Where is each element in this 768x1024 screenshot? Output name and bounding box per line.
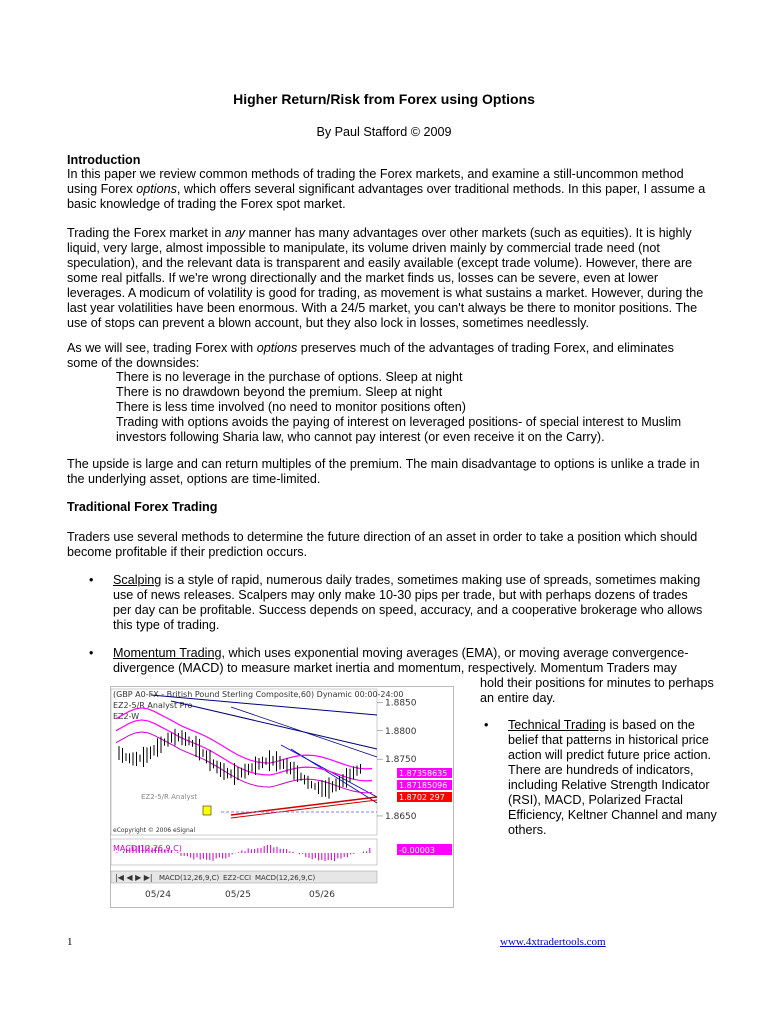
byline: By Paul Stafford © 2009 [316, 125, 452, 139]
intro-paragraph-4: The upside is large and can return multiples of the premium. The main disadvantage to options is unlike a trade in the underlying asset, options are time-limited. [67, 457, 700, 486]
traditional-heading: Traditional Forex Trading [67, 500, 218, 514]
page-number: 1 [67, 936, 73, 948]
chart-tab[interactable]: EZ2-CCI [223, 874, 252, 882]
forex-chart-svg [111, 687, 453, 907]
chart-tab[interactable]: MACD(12,26,9,C) [255, 874, 316, 882]
y-tick-label: 1.8800 [385, 726, 417, 737]
macd-value: -0.00003 [399, 846, 435, 855]
series-label: EZ2-5/R Analyst Pro [113, 701, 193, 710]
y-tick-label: 1.8850 [385, 698, 417, 709]
bullet-icon: • [484, 718, 489, 732]
list-item: There is less time involved (no need to monitor positions often) [116, 400, 466, 414]
intro-paragraph-1: In this paper we review common methods of trading the Forex markets, and examine a still-uncommon method using Forex options, which offers several significant advantages over traditional methods. In this paper, I assume a basic knowledge of trading the Forex spot market. [67, 167, 706, 211]
footer-link[interactable]: www.4xtradertools.com [500, 936, 606, 948]
chart-tab[interactable]: MACD(12,26,9,C) [159, 874, 220, 882]
intro-heading: Introduction [67, 153, 141, 167]
bullet-icon: • [89, 573, 94, 587]
forex-chart [110, 686, 454, 908]
x-axis-label: 05/26 [309, 890, 335, 900]
momentum-continued: hold their positions for minutes to perhaps an entire day. [480, 676, 714, 705]
price-label: 1.8702 297 [399, 793, 445, 802]
x-axis-label: 05/25 [225, 890, 251, 900]
intro-paragraph-3: As we will see, trading Forex with options preserves much of the advantages of trading Forex, and eliminates some of the downsides: [67, 341, 674, 370]
scalping-item: Scalping is a style of rapid, numerous daily trades, sometimes making use of spreads, sometimes making use of news releases. Scalpers may only make 10-30 pips per trade, but with perhaps dozens of trades per day can be profitable. Success depends on speed, accuracy, and a cooperative brokerage who allows this type of trading. [113, 573, 703, 632]
x-axis-label: 05/24 [145, 890, 171, 900]
chart-title: (GBP A0-FX - British Pound Sterling Composite,60) Dynamic 00:00-24:00 [113, 690, 404, 699]
list-item: There is no leverage in the purchase of options. Sleep at night [116, 370, 463, 384]
document-title: Higher Return/Risk from Forex using Options [233, 91, 535, 107]
tab-nav-arrows: |◀ ◀ ▶ ▶| [115, 873, 153, 882]
advantages-list [67, 370, 707, 445]
technical-item: Technical Trading is based on the belief that patterns in historical price action will predict future price action. There are hundreds of indicators, including Relative Strength Indicator (RSI), MACD, Polarized Fractal Efficiency, Keltner Channel and many others. [508, 718, 717, 837]
traditional-paragraph: Traders use several methods to determine the future direction of an asset in order to take a position which should become profitable if their prediction occurs. [67, 530, 698, 559]
marker-icon [203, 806, 211, 815]
list-item: Trading with options avoids the paying of interest on leveraged positions- of special interest to Muslim investors following Sharia law, who cannot pay interest (or even receive it on the Carry). [116, 415, 682, 444]
bullet-icon: • [89, 646, 94, 660]
y-tick-label: 1.8750 [385, 755, 417, 766]
chart-annotation: EZ2-5/R Analyst [141, 793, 198, 801]
chart-copyright: eCopyright © 2006 eSignal [113, 827, 196, 834]
list-item: There is no drawdown beyond the premium. Sleep at night [116, 385, 443, 399]
momentum-item: Momentum Trading, which uses exponential moving averages (EMA), or moving average convergence-divergence (MACD) to measure market inertia and momentum, respectively. Momentum Traders may [113, 646, 689, 675]
series-label: EZ2-W [113, 712, 140, 721]
macd-label: MACD(12,26,9,C) [113, 844, 182, 853]
intro-paragraph-2: Trading the Forex market in any manner has many advantages over other markets (such as equities). It is highly liquid, very large, almost impossible to manipulate, its volume driven mainly by commercial trade need (not speculation), and the relevant data is transparent and easily available (except trade volume). However, there are some real pitfalls. If we're wrong directionally and the market finds us, losses can be severe, even at lower leverages. A modicum of volatility is good for trading, as movement is what sustains a market. However, during the last year volatilities have been enormous. With a 24/5 market, you can't always be there to monitor positions. The use of stops can prevent a blown account, but they also lock in losses, sometimes needlessly. [67, 226, 704, 330]
price-label: 1.87358635 [399, 769, 448, 778]
price-label: 1.87185096 [399, 781, 448, 790]
y-tick-label: 1.8650 [385, 811, 417, 822]
